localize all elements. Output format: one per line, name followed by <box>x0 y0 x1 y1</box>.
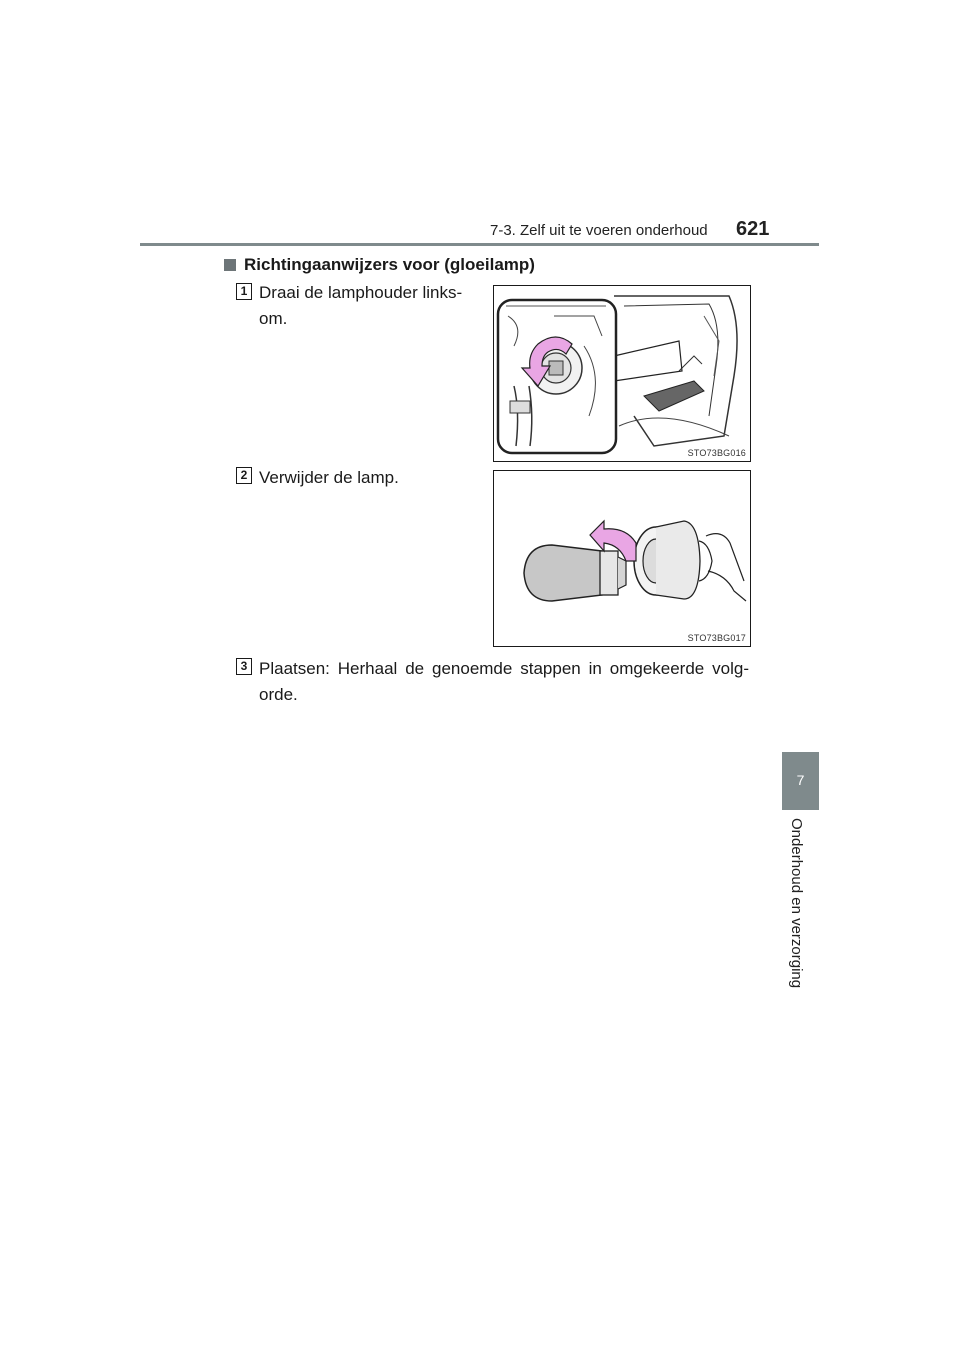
step-1-line1 <box>259 280 477 306</box>
step-1-line2: om. <box>259 309 288 328</box>
step-badge-2: 2 <box>236 467 252 484</box>
square-bullet-icon <box>224 259 236 271</box>
step-1-line1-text: Draai de lamphouder links- <box>259 283 463 302</box>
step-badge-1: 1 <box>236 283 252 300</box>
section-heading <box>224 255 535 275</box>
step-3-line1: Plaatsen: Herhaal de genoemde stappen in omgekeerde volg- <box>259 659 749 678</box>
figure-1-code: STO73BG016 <box>687 448 746 458</box>
bulb-removal-illustration <box>494 471 750 646</box>
running-header-section: 7-3. Zelf uit te voeren onderhoud <box>490 222 708 239</box>
lamp-holder-illustration <box>494 286 750 461</box>
figure-remove-bulb <box>493 470 751 647</box>
section-heading-text: Richtingaanwijzers voor (gloeilamp) <box>244 255 535 274</box>
step-badge-3: 3 <box>236 658 252 675</box>
step-1-text <box>259 280 477 332</box>
figure-lamp-holder-rotate <box>493 285 751 462</box>
chapter-tab-number: 7 <box>796 772 805 788</box>
figure-2-code: STO73BG017 <box>687 633 746 643</box>
page-number: 621 <box>736 218 770 240</box>
header-divider <box>140 243 819 246</box>
chapter-tab-title: Onderhoud en verzorging <box>788 818 805 989</box>
step-3-line2: orde. <box>259 685 298 704</box>
step-2-text: Verwijder de lamp. <box>259 468 399 487</box>
step-3-text <box>259 656 749 708</box>
